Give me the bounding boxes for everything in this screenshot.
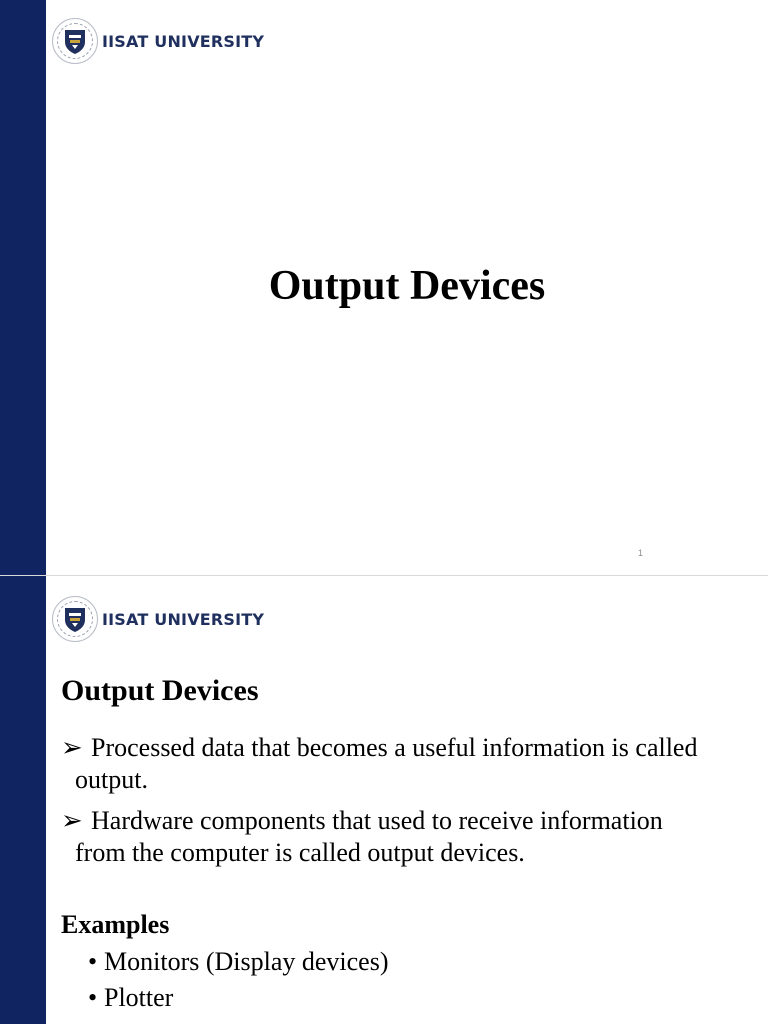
examples-list: [88, 944, 389, 1016]
university-logo: [52, 596, 264, 642]
examples-heading: Examples: [61, 910, 170, 939]
bullet-item: ➢ Hardware components that used to receive information from the computer is called output devices.: [61, 806, 663, 867]
university-seal-icon: [52, 18, 98, 64]
content-title: Output Devices: [61, 674, 259, 707]
logo-text: IISAT UNIVERSITY: [102, 609, 265, 629]
logo-text: IISAT UNIVERSITY: [102, 31, 265, 51]
bullet-dot-icon: •: [88, 983, 98, 1012]
side-bar: [0, 576, 46, 1024]
university-seal-icon: [52, 596, 98, 642]
page-number: 1: [638, 548, 644, 558]
slide-title: Output Devices: [268, 263, 546, 309]
bullet-dot-icon: •: [88, 947, 98, 976]
slide-2: [0, 576, 768, 1024]
side-bar: [0, 0, 46, 576]
university-logo: [52, 18, 264, 64]
list-item: • Monitors (Display devices): [88, 944, 389, 980]
arrow-bullet-icon: ➢: [61, 733, 83, 762]
list-item: • Plotter: [88, 980, 389, 1016]
bullet-list: [61, 732, 701, 878]
arrow-bullet-icon: ➢: [61, 806, 83, 835]
bullet-item: ➢ Processed data that becomes a useful information is called output.: [61, 733, 698, 794]
